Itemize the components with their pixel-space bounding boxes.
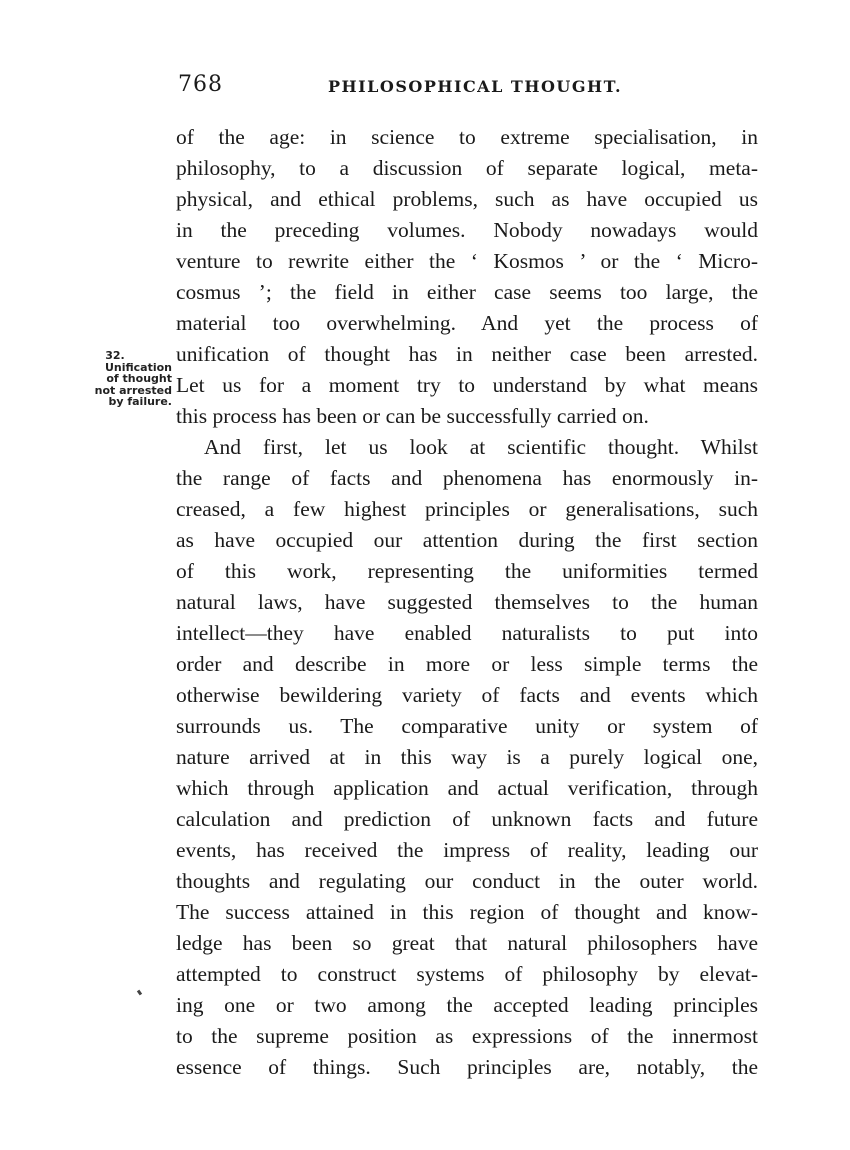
text-line: this process has been or can be successfully carried on.: [176, 404, 649, 428]
paragraph: [176, 122, 758, 432]
marginal-note-line: of thought: [106, 372, 172, 385]
text-line: essence of things. Such principles are, notably, the: [176, 1055, 758, 1079]
text-line: philosophy, to a discussion of separate logical, meta-: [176, 156, 758, 180]
text-line: of this work, representing the uniformities termed: [176, 559, 758, 583]
text-line: intellect—they have enabled naturalists to put into: [176, 621, 758, 645]
text-line: natural laws, have suggested themselves to the human: [176, 590, 758, 614]
text-line: thoughts and regulating our conduct in the outer world.: [176, 869, 758, 893]
text-line: ing one or two among the accepted leading principles: [176, 993, 758, 1017]
marginal-note-line: not arrested: [94, 383, 172, 397]
text-line: ledge has been so great that natural philosophers have: [176, 931, 758, 955]
text-line: And first, let us look at scientific thought. Whilst: [204, 435, 758, 459]
text-line: unification of thought has in neither case been arrested.: [176, 342, 758, 366]
text-line: surrounds us. The comparative unity or system of: [176, 714, 758, 738]
text-line: otherwise bewildering variety of facts and events which: [176, 683, 758, 707]
text-line: to the supreme position as expressions of the innermost: [176, 1024, 758, 1048]
text-line: venture to rewrite either the ‘ Kosmos ’ or the ‘ Micro-: [176, 249, 758, 273]
text-line: nature arrived at in this way is a purely logical one,: [176, 745, 758, 769]
text-line: of the age: in science to extreme specialisation, in: [176, 125, 758, 149]
text-line: the range of facts and phenomena has enormously in-: [176, 466, 758, 490]
text-line: order and describe in more or less simple terms the: [176, 652, 758, 676]
running-title: PHILOSOPHICAL THOUGHT.: [328, 77, 623, 96]
paragraph: [176, 432, 758, 1083]
text-line: The success attained in this region of thought and know-: [176, 900, 758, 924]
text-line: Let us for a moment try to understand by what means: [176, 373, 758, 397]
text-line: material too overwhelming. And yet the process of: [176, 311, 758, 335]
page-number: 768: [178, 72, 223, 97]
text-line: in the preceding volumes. Nobody nowadays would: [176, 218, 758, 242]
text-line: physical, and ethical problems, such as have occupied us: [176, 187, 758, 211]
marginal-note-line: Unification: [104, 360, 172, 374]
text-line: as have occupied our attention during the first section: [176, 528, 758, 552]
marginal-note: [72, 350, 172, 408]
text-line: attempted to construct systems of philosophy by elevat-: [176, 962, 758, 986]
body-text: [176, 122, 758, 1083]
running-head: [178, 72, 758, 100]
print-speck: [137, 990, 142, 996]
text-line: events, has received the impress of reality, leading our: [176, 838, 758, 862]
text-line: calculation and prediction of unknown facts and future: [176, 807, 758, 831]
text-line: cosmus ’; the field in either case seems too large, the: [176, 280, 758, 304]
text-line: which through application and actual verification, through: [176, 776, 758, 800]
marginal-note-line: by failure.: [108, 395, 172, 408]
marginal-note-number: 32.: [105, 349, 125, 362]
text-line: creased, a few highest principles or generalisations, such: [176, 497, 758, 521]
